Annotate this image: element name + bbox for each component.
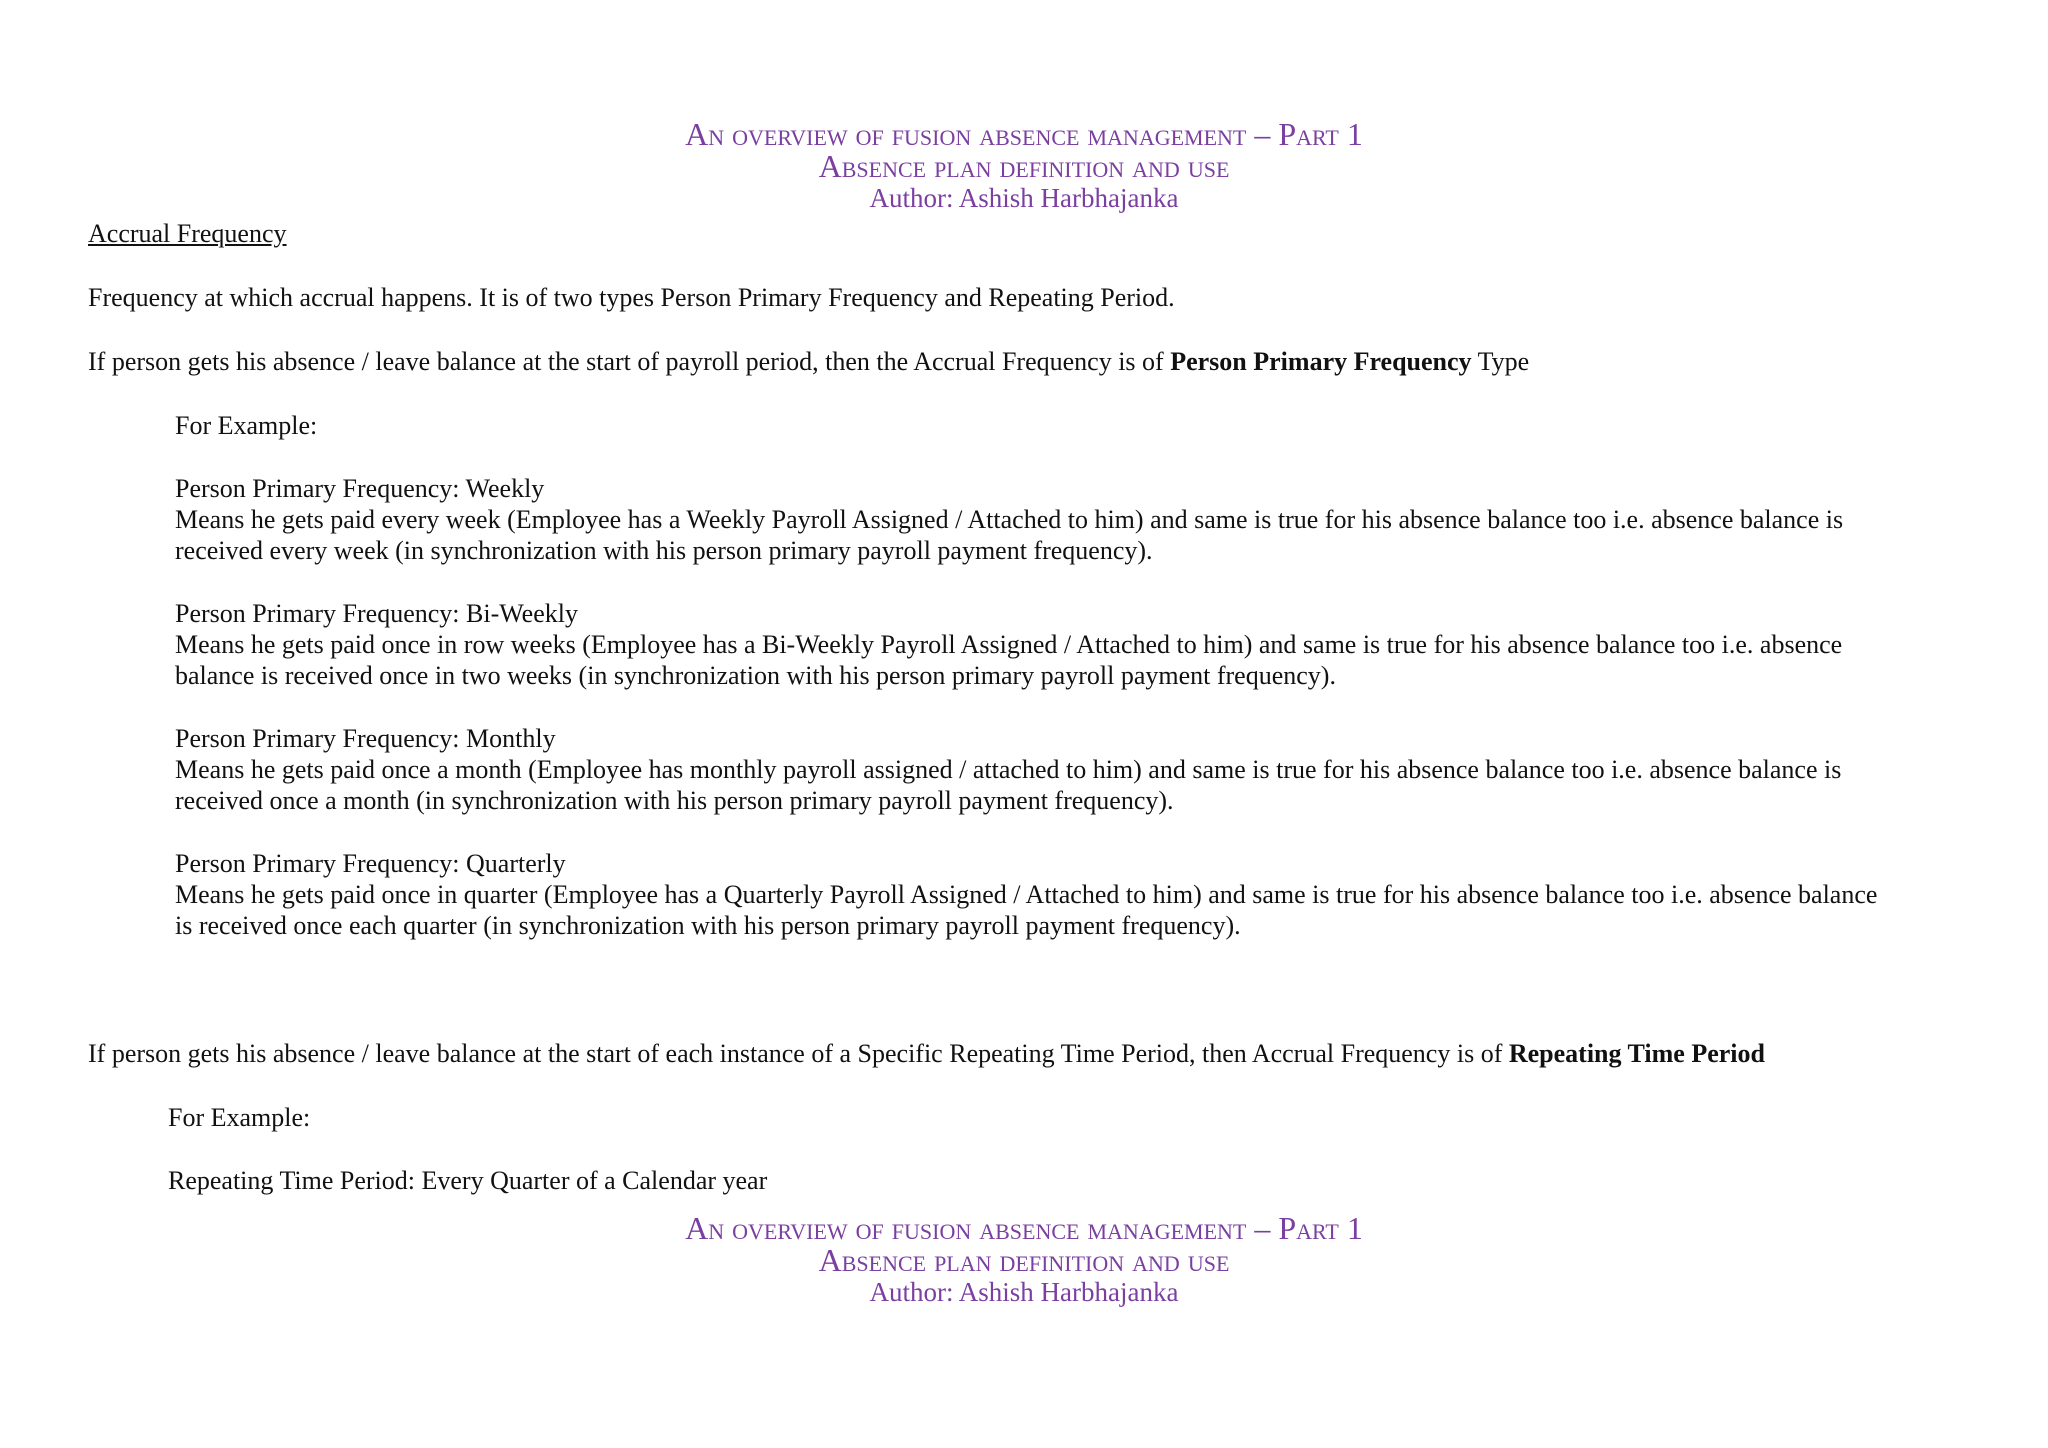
header-title: An overview of fusion absence management bbox=[685, 1210, 1247, 1246]
quarterly-label: Person Primary Frequency: Quarterly bbox=[175, 849, 566, 878]
header-author: Author: Ashish Harbhajanka bbox=[869, 1277, 1179, 1307]
monthly-line-1: Means he gets paid once a month (Employee has monthly payroll assigned / attached to him) and same is true for his absence balance too i.e. absence balance is bbox=[175, 755, 1842, 784]
quarterly-line-2: is received once each quarter (in synchronization with his person primary payroll payment frequency). bbox=[175, 911, 1241, 940]
for-example-label: For Example: bbox=[175, 411, 318, 440]
header-part: Part 1 bbox=[1278, 1210, 1363, 1246]
primary-tail-text: Type bbox=[1471, 347, 1530, 376]
header-dash: – bbox=[1246, 1210, 1279, 1246]
header-title: An overview of fusion absence management bbox=[685, 116, 1247, 152]
repeating-example: Repeating Time Period: Every Quarter of a Calendar year bbox=[168, 1166, 768, 1195]
monthly-label: Person Primary Frequency: Monthly bbox=[175, 724, 556, 753]
header-title-line bbox=[0, 118, 2048, 150]
section-heading: Accrual Frequency bbox=[88, 219, 287, 248]
primary-lead-text: If person gets his absence / leave balance at the start of payroll period, then the Accrual Frequency is of bbox=[88, 347, 1171, 376]
header-part: Part 1 bbox=[1278, 116, 1363, 152]
repeating-lead-text: If person gets his absence / leave balance at the start of each instance of a Specific Repeating Time Period, then Accrual Frequency is of bbox=[88, 1039, 1509, 1068]
page-header-bottom bbox=[0, 1212, 2048, 1308]
repeating-period-paragraph bbox=[88, 1038, 1765, 1069]
header-author: Author: Ashish Harbhajanka bbox=[869, 183, 1179, 213]
for-example-label-2: For Example: bbox=[168, 1103, 311, 1132]
repeating-bold-text: Repeating Time Period bbox=[1508, 1039, 1765, 1068]
header-title-line bbox=[0, 1212, 2048, 1244]
intro-paragraph: Frequency at which accrual happens. It is of two types Person Primary Frequency and Repeating Period. bbox=[88, 283, 1175, 312]
weekly-label: Person Primary Frequency: Weekly bbox=[175, 474, 545, 503]
biweekly-line-2: balance is received once in two weeks (in synchronization with his person primary payroll payment frequency). bbox=[175, 661, 1336, 690]
monthly-line-2: received once a month (in synchronization with his person primary payroll payment frequency). bbox=[175, 786, 1174, 815]
weekly-line-2: received every week (in synchronization with his person primary payroll payment frequency). bbox=[175, 536, 1153, 565]
primary-bold-text: Person Primary Frequency bbox=[1170, 347, 1472, 376]
header-subtitle: Absence plan definition and use bbox=[818, 1242, 1230, 1278]
weekly-line-1: Means he gets paid every week (Employee has a Weekly Payroll Assigned / Attached to him) and same is true for his absence balance too i.e. absence balance is bbox=[175, 505, 1844, 534]
header-subtitle: Absence plan definition and use bbox=[818, 148, 1230, 184]
quarterly-line-1: Means he gets paid once in quarter (Employee has a Quarterly Payroll Assigned / Attached to him) and same is true for his absence balance too i.e. absence balance bbox=[175, 880, 1878, 909]
biweekly-label: Person Primary Frequency: Bi-Weekly bbox=[175, 599, 578, 628]
biweekly-line-1: Means he gets paid once in row weeks (Employee has a Bi-Weekly Payroll Assigned / Attached to him) and same is true for his absence balance too i.e. absence bbox=[175, 630, 1843, 659]
header-dash: – bbox=[1246, 116, 1279, 152]
primary-frequency-paragraph bbox=[88, 346, 1529, 377]
page-header-top bbox=[0, 118, 2048, 214]
